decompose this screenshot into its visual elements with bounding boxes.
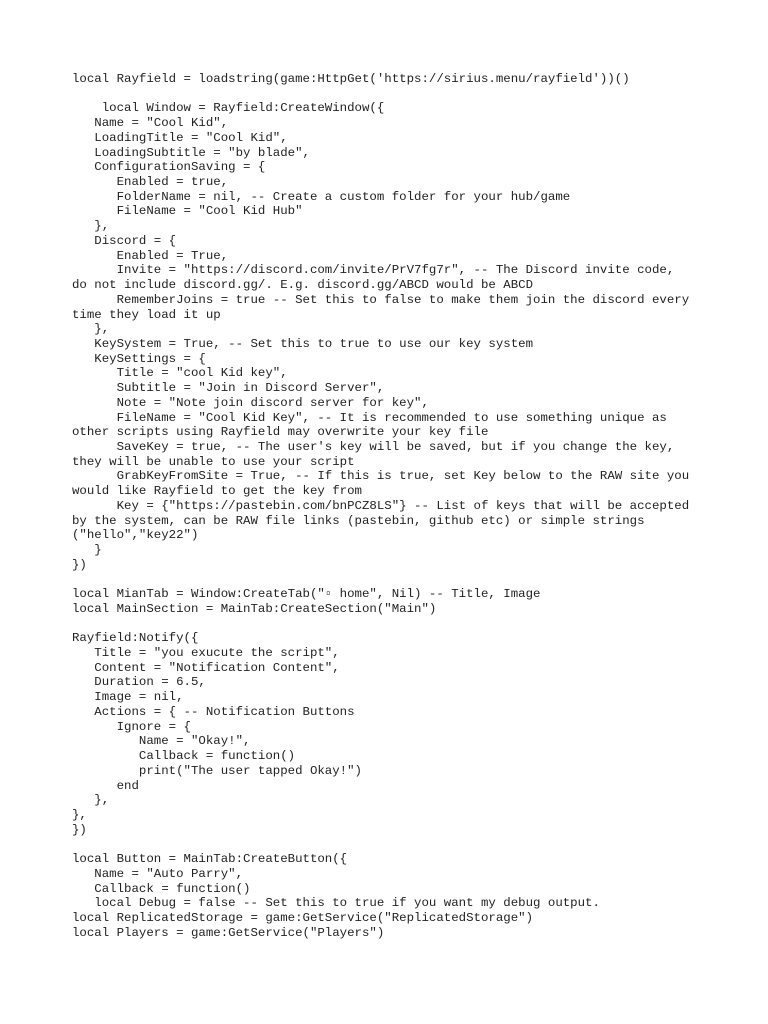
code-line: }, [72,219,110,234]
code-line: Name = "Auto Parry", [72,866,244,881]
code-line: do not include discord.gg/. E.g. discord.gg/ABCD would be ABCD [72,278,534,293]
code-line: local Window = Rayfield:CreateWindow({ [72,101,385,116]
code-line: }) [72,822,87,837]
code-line [72,837,712,852]
code-line: print("The user tapped Okay!") [72,763,362,778]
code-line: } [72,543,102,557]
code-line: Discord = { [72,233,177,248]
code-line: FileName = "Cool Kid Hub" [72,204,303,219]
code-line: Name = "Cool Kid", [72,116,229,131]
code-line: Callback = function() [72,749,296,764]
code-line: Note = "Note join discord server for key", [72,395,429,410]
code-line: Name = "Okay!", [72,734,251,749]
code-line: }, [72,322,110,337]
code-line: Duration = 6.5, [72,675,206,690]
code-line: other scripts using Rayfield may overwrite your key file [72,425,489,440]
code-line: Content = "Notification Content", [72,660,340,675]
code-line: by the system, can be RAW file links (pastebin, github etc) or simple strings [72,513,645,528]
code-line: local MainSection = MainTab:CreateSection("Main") [72,601,437,616]
code-line: Title = "cool Kid key", [72,366,288,381]
code-line: KeySystem = True, -- Set this to true to use our key system [72,336,534,351]
code-line: local Rayfield = loadstring(game:HttpGet('https://sirius.menu/rayfield'))() [72,72,630,86]
code-line: }, [72,807,87,822]
code-line: local Debug = false -- Set this to true if you want my debug output. [72,896,600,911]
code-line: Title = "you exucute the script", [72,646,340,661]
code-line: ("hello","key22") [72,528,199,543]
code-line: they will be unable to use your script [72,454,355,469]
code-line: Enabled = true, [72,175,229,190]
code-line: RememberJoins = true -- Set this to false to make them join the discord every [72,292,690,307]
code-line: GrabKeyFromSite = True, -- If this is true, set Key below to the RAW site you [72,469,690,484]
code-line: local Button = MainTab:CreateButton({ [72,852,348,867]
code-line: Image = nil, [72,690,184,705]
code-line: Enabled = True, [72,248,229,263]
code-line: KeySettings = { [72,351,206,366]
code-line: LoadingSubtitle = "by blade", [72,145,310,160]
code-line: local ReplicatedStorage = game:GetService("ReplicatedStorage") [72,910,534,925]
code-line: FolderName = nil, -- Create a custom folder for your hub/game [72,189,571,204]
code-line: Actions = { -- Notification Buttons [72,704,355,719]
code-line: Key = {"https://pastebin.com/bnPCZ8LS"} -- List of keys that will be accepted [72,498,690,513]
code-line [72,87,712,102]
code-line [72,617,712,632]
code-line: Ignore = { [72,719,191,734]
code-line: SaveKey = true, -- The user's key will be saved, but if you change the key, [72,439,675,454]
code-line [72,572,712,587]
code-line: Invite = "https://discord.com/invite/PrV7fg7r", -- The Discord invite code, [72,263,675,278]
code-line: ConfigurationSaving = { [72,160,266,175]
code-line: }) [72,557,87,572]
code-line: }, [72,793,110,808]
code-line: LoadingTitle = "Cool Kid", [72,130,288,145]
code-line: Rayfield:Notify({ [72,631,199,646]
code-line: FileName = "Cool Kid Key", -- It is recommended to use something unique as [72,410,667,425]
code-line: Subtitle = "Join in Discord Server", [72,381,385,396]
code-line: local Players = game:GetService("Players") [72,925,385,940]
code-line: would like Rayfield to get the key from [72,484,362,499]
code-listing [72,72,712,940]
code-line: Callback = function() [72,881,251,896]
code-line: end [72,778,139,793]
code-line: local MianTab = Window:CreateTab("▫ home", Nil) -- Title, Image [72,587,541,602]
code-line: time they load it up [72,307,221,322]
